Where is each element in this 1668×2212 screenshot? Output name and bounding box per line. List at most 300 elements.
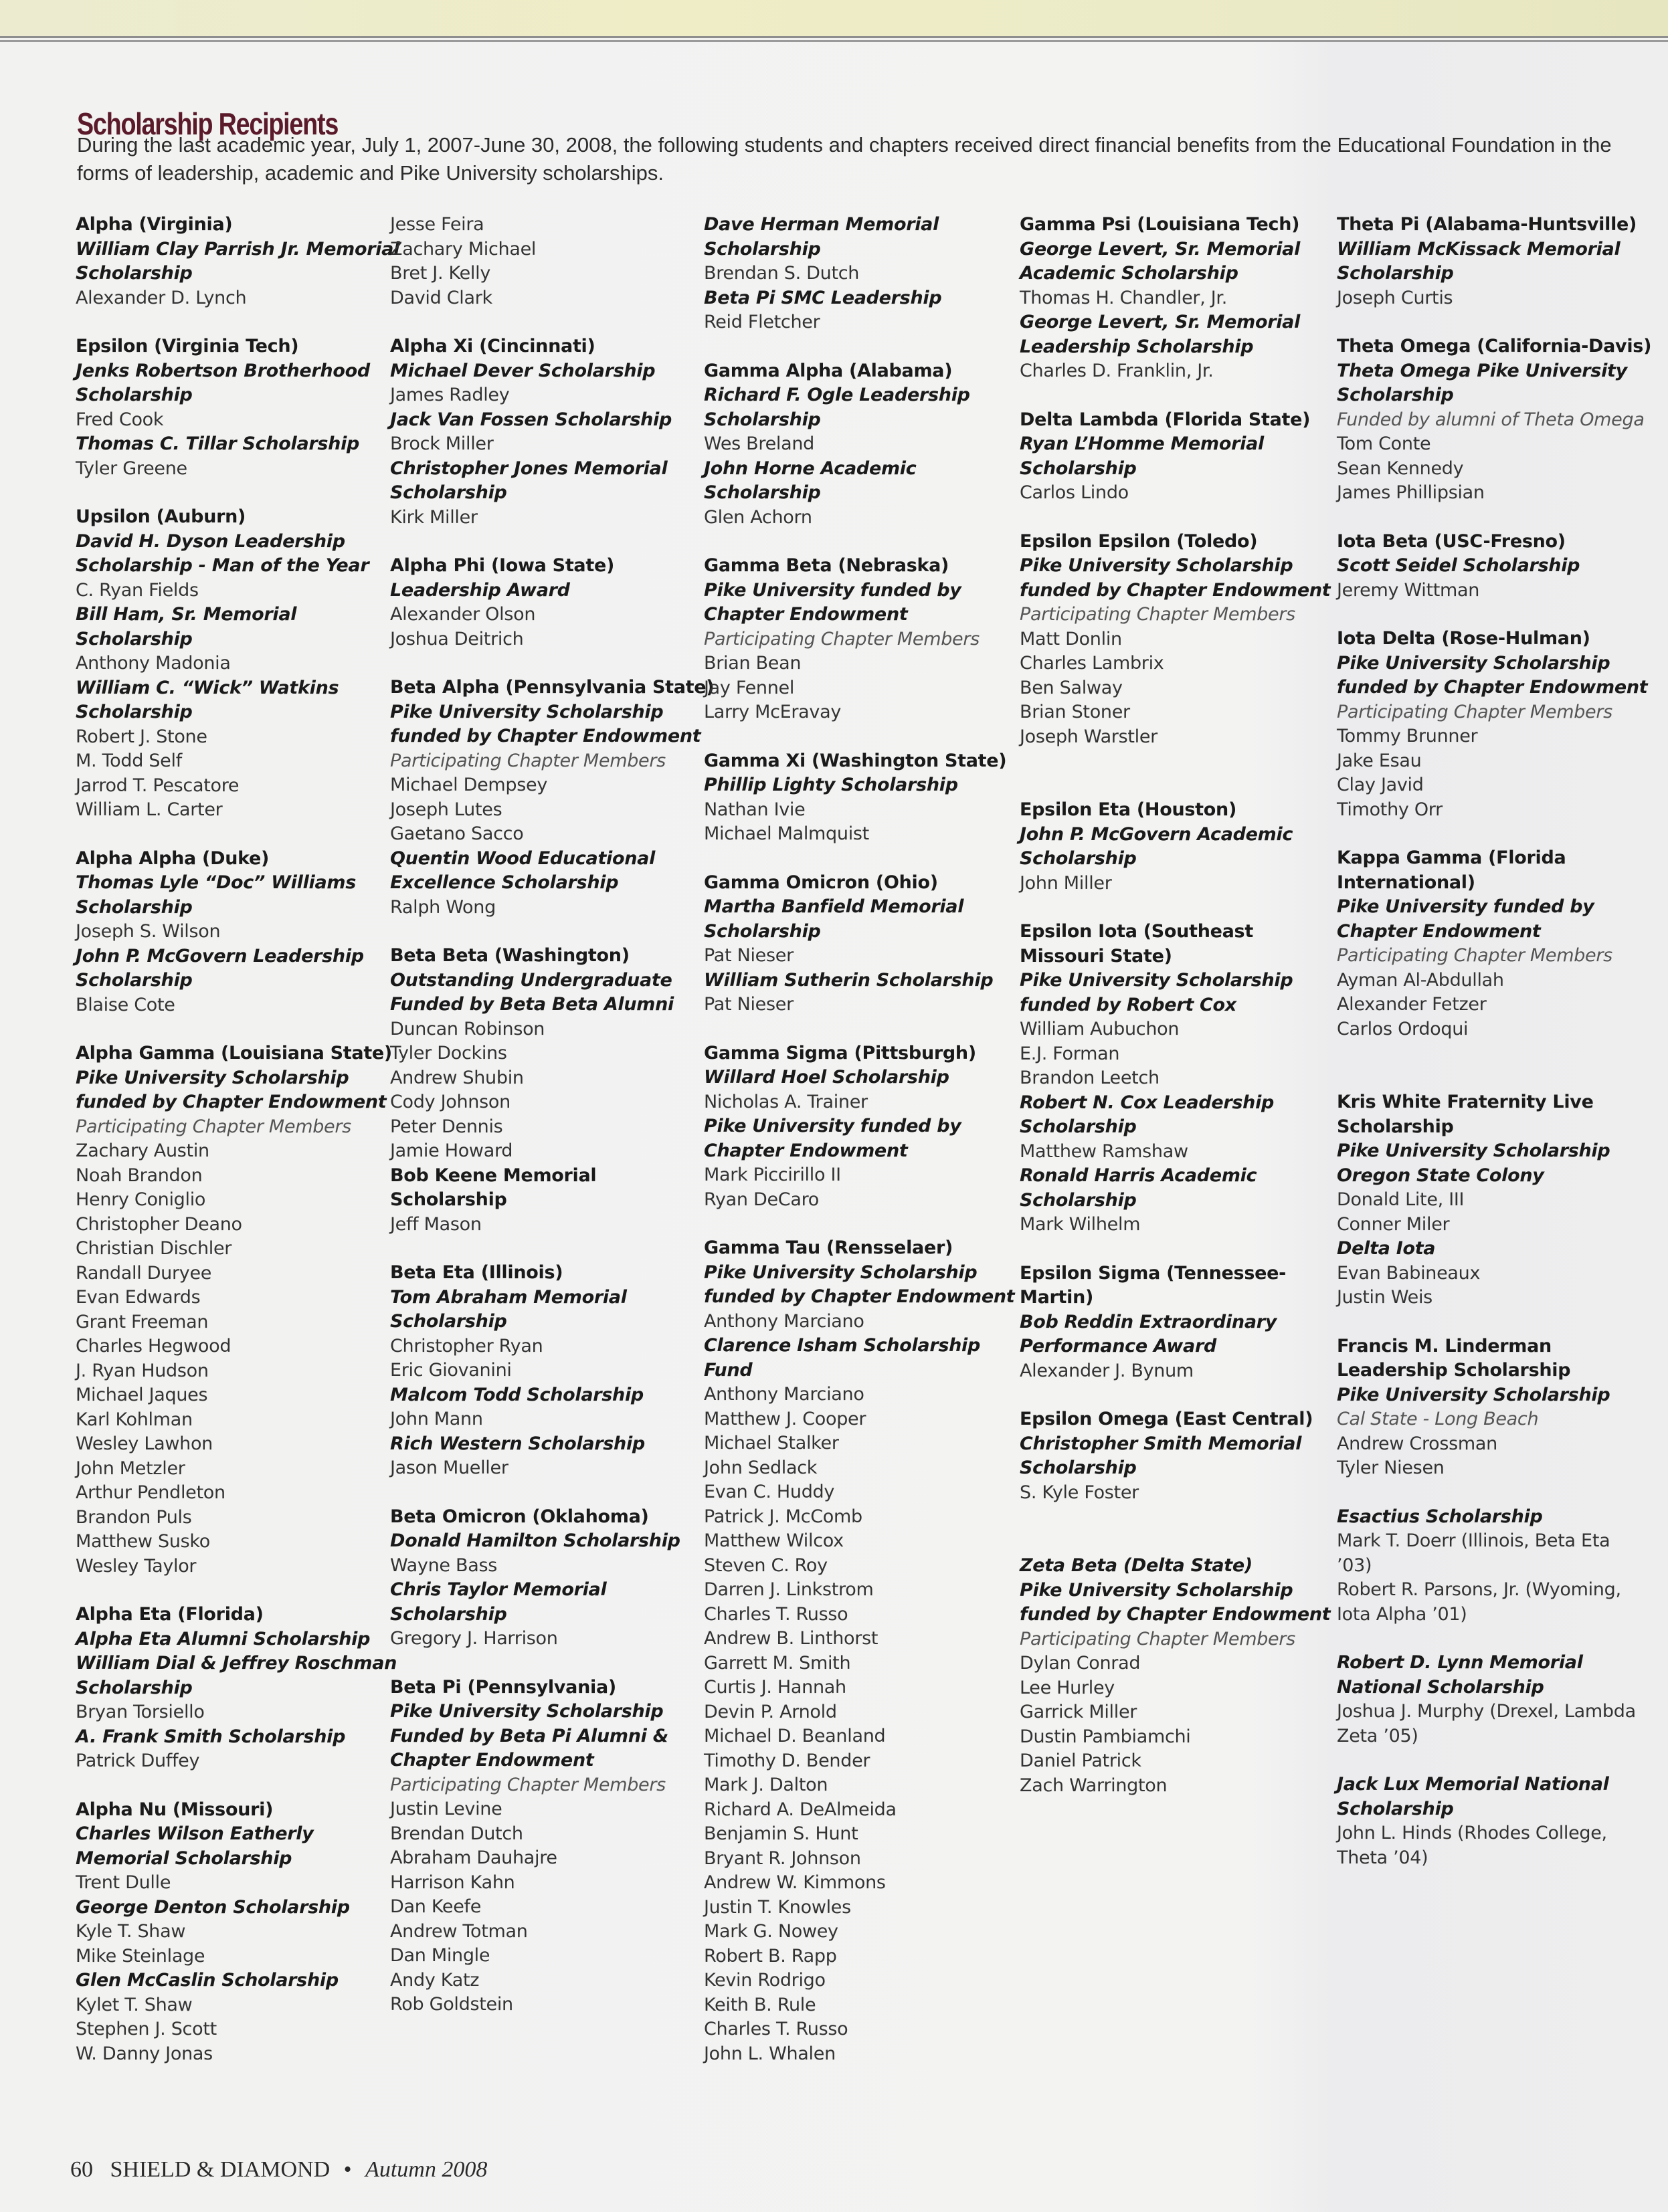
recipient-name: Matt Donlin — [1020, 628, 1122, 649]
recipient-name: Justin Levine — [390, 1799, 502, 1819]
scholarship-name: Delta Iota — [1337, 1238, 1436, 1259]
recipient-name: Anthony Madonia — [76, 653, 231, 674]
recipient-name: John L. Hinds (Rhodes College, — [1337, 1823, 1607, 1843]
page-title: Scholarship Recipients — [77, 106, 339, 141]
recipient-name: Mark Wilhelm — [1020, 1214, 1141, 1235]
scholarship-name: Theta Omega Pike University — [1337, 360, 1627, 381]
recipient-name: Trent Dulle — [76, 1872, 171, 1893]
recipient-name: Zach Warrington — [1020, 1775, 1168, 1796]
scholarship-name: Scholarship — [1020, 848, 1137, 869]
chapter-section — [390, 944, 698, 1237]
chapter-heading: Martin) — [1020, 1287, 1094, 1308]
recipient-name: Jake Esau — [1337, 750, 1422, 771]
recipient-name: Matthew J. Cooper — [704, 1408, 866, 1429]
scholarship-name: Scholarship — [1337, 263, 1454, 284]
chapter-heading: Missouri State) — [1020, 945, 1172, 967]
scholarship-name: Thomas Lyle “Doc” Williams — [76, 872, 357, 893]
recipient-name: Noah Brandon — [76, 1165, 203, 1186]
chapter-heading: Beta Pi (Pennsylvania) — [390, 1676, 616, 1698]
chapter-heading: Upsilon (Auburn) — [76, 506, 246, 527]
scholarship-name: Memorial Scholarship — [76, 1847, 292, 1869]
recipient-name: Michael Dempsey — [390, 775, 547, 795]
scholarship-name: Pike University Scholarship — [1337, 1140, 1610, 1161]
recipient-name: John Sedlack — [704, 1457, 818, 1478]
recipient-name: Zachary Austin — [76, 1140, 209, 1161]
recipient-name: J. Ryan Hudson — [76, 1360, 209, 1381]
scholarship-name: funded by Chapter Endowment — [1337, 677, 1648, 698]
recipient-name: Evan Babineaux — [1337, 1262, 1481, 1284]
scholarship-name: Rich Western Scholarship — [390, 1433, 645, 1454]
page-number: 60 — [70, 2157, 93, 2182]
funding-note: Participating Chapter Members — [390, 1774, 666, 1795]
scholarship-name: Clarence Isham Scholarship — [704, 1335, 981, 1356]
scholarship-name: funded by Chapter Endowment — [390, 726, 701, 746]
scholarship-name: David H. Dyson Leadership — [76, 530, 345, 552]
recipient-name: Brandon Puls — [76, 1506, 192, 1528]
scholarship-name: Scholarship — [390, 1603, 507, 1625]
recipient-name: Michael Stalker — [704, 1433, 839, 1453]
scholarship-name: Pike University Scholarship — [1337, 652, 1610, 674]
recipient-name: Andrew Shubin — [390, 1067, 524, 1088]
recipient-name: Tommy Brunner — [1337, 726, 1478, 746]
chapter-heading: Epsilon (Virginia Tech) — [76, 336, 299, 357]
recipient-name: ’03) — [1337, 1554, 1372, 1576]
scholarship-name: Performance Award — [1020, 1336, 1216, 1356]
recipient-name: Keith B. Rule — [704, 1994, 816, 2015]
recipient-name: Michael Malmquist — [704, 823, 869, 844]
scholarship-name: Alpha Eta Alumni Scholarship — [76, 1628, 371, 1649]
chapter-heading: Delta Lambda (Florida State) — [1020, 409, 1311, 430]
chapter-section — [1020, 1407, 1327, 1505]
chapter-section — [1337, 334, 1658, 506]
recipient-name: Charles T. Russo — [704, 1603, 848, 1625]
scholarship-name: William C. “Wick” Watkins — [76, 677, 339, 698]
recipient-name: Ralph Wong — [390, 896, 496, 918]
chapter-heading: Beta Beta (Washington) — [390, 945, 630, 966]
recipient-name: Joseph Warstler — [1020, 726, 1157, 747]
recipient-name: Wes Breland — [704, 433, 815, 454]
recipient-name: James Phillipsian — [1337, 482, 1485, 503]
recipient-name: Sean Kennedy — [1337, 458, 1464, 479]
recipient-name: Iota Alpha ’01) — [1337, 1603, 1467, 1625]
recipient-name: John Mann — [390, 1409, 483, 1429]
recipient-name: Mark J. Dalton — [704, 1775, 828, 1795]
chapter-section — [1020, 408, 1327, 506]
scholarship-name: funded by Chapter Endowment — [1020, 1604, 1331, 1625]
chapter-section — [1337, 1773, 1658, 1870]
page-footer — [70, 2157, 487, 2183]
recipient-name: Mark G. Nowey — [704, 1921, 838, 1942]
recipient-name: Peter Dennis — [390, 1116, 503, 1137]
recipient-name: Charles D. Franklin, Jr. — [1020, 361, 1214, 381]
scholarship-name: Scholarship - Man of the Year — [76, 555, 369, 576]
chapter-section — [1337, 1505, 1658, 1627]
recipient-name: Mark Piccirillo II — [704, 1165, 841, 1185]
recipient-name: John L. Whalen — [704, 2043, 836, 2064]
chapter-section — [1337, 530, 1658, 603]
recipient-name: Mike Steinlage — [76, 1945, 205, 1967]
scholarship-name: Scholarship — [1020, 1457, 1137, 1478]
recipient-name: Donald Lite, III — [1337, 1189, 1465, 1210]
recipient-name: Blaise Cote — [76, 994, 175, 1015]
scholarship-name: Scholarship — [76, 385, 193, 405]
recipient-name: Kirk Miller — [390, 506, 478, 528]
scholarship-name: A. Frank Smith Scholarship — [76, 1726, 346, 1747]
recipient-name: Joshua Deitrich — [390, 628, 524, 649]
funding-note: Participating Chapter Members — [1337, 701, 1612, 722]
recipient-name: Benjamin S. Hunt — [704, 1823, 858, 1844]
chapter-heading: Beta Omicron (Oklahoma) — [390, 1506, 649, 1527]
recipient-name: Theta ’04) — [1337, 1847, 1428, 1868]
scholarship-name: Pike University Scholarship — [390, 1701, 664, 1722]
recipient-name: Brendan Dutch — [390, 1823, 523, 1844]
scholarship-name: Jack Van Fossen Scholarship — [390, 409, 672, 430]
recipient-name: Brandon Leetch — [1020, 1068, 1160, 1088]
scholarship-name: Scholarship — [704, 409, 821, 430]
recipient-name: Christopher Ryan — [390, 1335, 543, 1356]
scholarship-name: Scholarship — [76, 1677, 193, 1698]
chapter-section — [1337, 627, 1658, 822]
scholarship-name: funded by Robert Cox — [1020, 994, 1236, 1015]
recipient-name: Justin Weis — [1337, 1287, 1432, 1308]
scholarship-name: Scholarship — [76, 702, 193, 722]
recipient-name: Jason Mueller — [390, 1457, 508, 1478]
scholarship-name: Donald Hamilton Scholarship — [390, 1530, 680, 1551]
recipient-name: Grant Freeman — [76, 1311, 209, 1332]
chapter-heading: Gamma Sigma (Pittsburgh) — [704, 1042, 976, 1064]
recipient-name: Justin T. Knowles — [704, 1896, 851, 1918]
chapter-heading: Iota Beta (USC-Fresno) — [1337, 530, 1566, 552]
scholarship-name: funded by Chapter Endowment — [76, 1092, 387, 1112]
page-top-band — [0, 0, 1668, 36]
scholarship-name: Scholarship — [704, 920, 821, 942]
scholarship-name: Chapter Endowment — [704, 1140, 908, 1161]
publication-name: SHIELD & DIAMOND — [110, 2157, 331, 2182]
recipient-name: Ben Salway — [1020, 677, 1123, 698]
scholarship-name: George Denton Scholarship — [76, 1896, 350, 1918]
recipient-name: Cody Johnson — [390, 1092, 511, 1112]
recipient-name: Matthew Susko — [76, 1531, 211, 1552]
chapter-heading: Theta Omega (California-Davis) — [1337, 336, 1652, 357]
scholarship-name: Bill Ham, Sr. Memorial — [76, 604, 297, 625]
recipient-name: Randall Duryee — [76, 1262, 212, 1284]
chapter-heading: Gamma Omicron (Ohio) — [704, 872, 938, 893]
scholarship-name: Scholarship — [1020, 458, 1137, 479]
recipient-name: Matthew Ramshaw — [1020, 1140, 1188, 1162]
scholarship-name: Scholarship — [704, 482, 821, 503]
scholarship-name: Chapter Endowment — [704, 604, 908, 625]
scholarship-name: Beta Pi SMC Leadership — [704, 287, 942, 308]
chapter-heading: Epsilon Omega (East Central) — [1020, 1409, 1313, 1429]
chapter-heading: Gamma Beta (Nebraska) — [704, 555, 949, 576]
recipient-name: Andrew Crossman — [1337, 1433, 1497, 1454]
scholarship-name: Phillip Lighty Scholarship — [704, 775, 958, 795]
recipient-name: Michael Jaques — [76, 1385, 208, 1405]
recipient-name: Andy Katz — [390, 1969, 480, 1991]
recipient-name: Timothy Orr — [1337, 799, 1443, 820]
scholarship-name: Robert N. Cox Leadership — [1020, 1092, 1275, 1113]
chapter-heading: Gamma Tau (Rensselaer) — [704, 1237, 953, 1258]
funding-note: Participating Chapter Members — [1020, 604, 1295, 625]
chapter-section — [1020, 213, 1327, 384]
recipient-name: Larry McEravay — [704, 702, 842, 722]
recipient-name: Zeta ’05) — [1337, 1725, 1418, 1746]
scholarship-name: Willard Hoel Scholarship — [704, 1067, 949, 1088]
recipient-name: Christopher Deano — [76, 1213, 242, 1235]
recipient-name: Wayne Bass — [390, 1554, 498, 1576]
recipient-name: Zachary Michael — [390, 238, 537, 260]
scholarship-name: John Horne Academic — [704, 458, 917, 479]
recipient-name: M. Todd Self — [76, 750, 182, 771]
chapter-heading: Alpha Gamma (Louisiana State) — [76, 1043, 392, 1064]
recipient-name: Dan Mingle — [390, 1945, 490, 1966]
recipient-name: Henry Coniglio — [76, 1189, 206, 1210]
chapter-heading: Alpha Alpha (Duke) — [76, 847, 270, 869]
recipient-name: Charles Hegwood — [76, 1336, 231, 1356]
recipient-name: Pat Nieser — [704, 945, 794, 966]
chapter-section — [1020, 798, 1327, 896]
chapter-heading: International) — [1337, 872, 1475, 893]
chapter-heading: Alpha Nu (Missouri) — [76, 1799, 274, 1820]
chapter-section — [1337, 846, 1658, 1041]
scholarship-name: National Scholarship — [1337, 1676, 1544, 1698]
recipient-name: Brian Stoner — [1020, 702, 1130, 722]
scholarship-name: William Sutherin Scholarship — [704, 969, 994, 991]
chapter-section — [390, 1505, 698, 1651]
scholarship-name: Pike University funded by — [1337, 896, 1594, 917]
scholarship-name: Pike University funded by — [704, 1116, 961, 1136]
recipient-name: Bryan Torsiello — [76, 1702, 205, 1722]
recipient-name: Joseph S. Wilson — [76, 921, 221, 942]
recipient-name: Patrick J. McComb — [704, 1506, 862, 1527]
recipient-name: Ayman Al-Abdullah — [1337, 969, 1504, 991]
recipient-name: Abraham Dauhajre — [390, 1847, 557, 1868]
scholarship-name: William Clay Parrish Jr. Memorial — [76, 238, 400, 260]
scholarship-name: Scholarship — [1020, 1116, 1137, 1137]
recipient-name: Darren J. Linkstrom — [704, 1579, 874, 1600]
recipient-name: Daniel Patrick — [1020, 1750, 1141, 1771]
recipient-name: Jeremy Wittman — [1337, 579, 1480, 601]
recipient-name: Fred Cook — [76, 409, 164, 430]
scholarship-name: Scott Seidel Scholarship — [1337, 555, 1580, 576]
chapter-heading: Iota Delta (Rose-Hulman) — [1337, 628, 1590, 649]
chapter-section — [390, 676, 715, 920]
recipient-name: Eric Giovanini — [390, 1360, 512, 1381]
scholarship-name: Scholarship — [76, 263, 193, 284]
recipient-name: Rob Goldstein — [390, 1994, 513, 2015]
recipient-name: Mark T. Doerr (Illinois, Beta Eta — [1337, 1530, 1610, 1551]
recipient-name: Harrison Kahn — [390, 1872, 515, 1893]
funding-note: Participating Chapter Members — [76, 1116, 351, 1137]
recipient-name: Conner Miler — [1337, 1213, 1450, 1235]
recipient-name: Kyle T. Shaw — [76, 1921, 186, 1942]
recipient-name: W. Danny Jonas — [76, 2043, 213, 2064]
scholarship-name: Jenks Robertson Brotherhood — [76, 360, 370, 381]
chapter-section — [76, 1798, 383, 2067]
chapter-heading: Kappa Gamma (Florida — [1337, 847, 1566, 868]
scholarship-name: Glen McCaslin Scholarship — [76, 1970, 339, 1991]
chapter-heading: Epsilon Eta (Houston) — [1020, 799, 1236, 820]
chapter-section — [390, 1676, 698, 2017]
recipient-name: Michael D. Beanland — [704, 1726, 886, 1746]
chapter-section — [390, 554, 698, 651]
recipient-name: Bret J. Kelly — [390, 263, 490, 284]
scholarship-name: Pike University Scholarship — [1020, 970, 1293, 991]
recipients-column-3 — [704, 213, 1015, 2090]
funding-note: Cal State - Long Beach — [1337, 1409, 1539, 1429]
recipient-name: Kylet T. Shaw — [76, 1994, 193, 2015]
recipient-name: Timothy D. Bender — [704, 1750, 870, 1771]
recipient-name: Jay Fennel — [704, 677, 795, 698]
recipients-column-2 — [390, 213, 715, 2041]
funding-note: Participating Chapter Members — [390, 750, 666, 771]
recipient-name: C. Ryan Fields — [76, 579, 199, 601]
scholarship-name: Esactius Scholarship — [1337, 1506, 1543, 1527]
chapter-heading: Gamma Psi (Louisiana Tech) — [1020, 214, 1300, 235]
recipient-name: Robert B. Rapp — [704, 1945, 837, 1967]
scholarship-name: Funded by Beta Beta Alumni — [390, 994, 674, 1015]
chapter-heading: Alpha Eta (Florida) — [76, 1604, 264, 1625]
scholarship-name: Thomas C. Tillar Scholarship — [76, 433, 360, 454]
chapter-heading: Alpha (Virginia) — [76, 214, 233, 235]
scholarship-name: Chris Taylor Memorial — [390, 1579, 607, 1600]
scholarship-name: Pike University Scholarship — [704, 1262, 978, 1283]
scholarship-name: Funded by Beta Pi Alumni & — [390, 1725, 668, 1746]
scholarship-name: Malcom Todd Scholarship — [390, 1384, 644, 1405]
scholarship-name: Scholarship — [390, 1311, 507, 1332]
recipient-name: Bryant R. Johnson — [704, 1847, 861, 1869]
scholarship-name: Scholarship — [1337, 1798, 1454, 1819]
scholarship-name: Robert D. Lynn Memorial — [1337, 1652, 1583, 1673]
scholarship-name: Martha Banfield Memorial — [704, 896, 964, 917]
recipient-name: Reid Fletcher — [704, 312, 820, 332]
chapter-heading: Francis M. Linderman — [1337, 1335, 1552, 1356]
chapter-section — [704, 554, 1012, 725]
scholarship-name: Richard F. Ogle Leadership — [704, 385, 970, 405]
scholarship-name: Christopher Jones Memorial — [390, 458, 668, 479]
recipient-name: Kevin Rodrigo — [704, 1970, 826, 1991]
scholarship-name: Pike University funded by — [704, 579, 961, 601]
recipient-name: Joseph Curtis — [1337, 287, 1453, 308]
recipient-name: James Radley — [390, 385, 510, 405]
scholarship-name: Tom Abraham Memorial — [390, 1286, 627, 1308]
recipients-column-1 — [76, 213, 400, 2090]
issue-date: Autumn 2008 — [365, 2157, 488, 2182]
scholarship-name: Leadership Award — [390, 579, 570, 601]
chapter-section — [76, 505, 383, 823]
chapter-section — [1020, 1262, 1327, 1384]
recipient-name: Matthew Wilcox — [704, 1530, 844, 1551]
recipient-name: David Clark — [390, 287, 492, 308]
scholarship-name: Ryan L’Homme Memorial — [1020, 433, 1264, 454]
recipient-name: Evan Edwards — [76, 1287, 201, 1308]
recipient-name: Curtis J. Hannah — [704, 1677, 846, 1698]
scholarship-name: Excellence Scholarship — [390, 872, 619, 893]
recipient-name: Jeff Mason — [390, 1213, 482, 1235]
scholarship-name: Scholarship — [76, 970, 193, 991]
recipient-name: Richard A. DeAlmeida — [704, 1799, 897, 1820]
chapter-heading: Gamma Xi (Washington State) — [704, 750, 1007, 771]
chapter-section — [1337, 213, 1658, 310]
intro-paragraph: During the last academic year, July 1, 2007-June 30, 2008, the following students and chapters received direct financial benefits from the Educational Foundation in the forms of leadership, academic and Pike University scholarships. — [77, 133, 1612, 185]
scholarship-name: Bob Reddin Extraordinary — [1020, 1311, 1277, 1332]
recipient-name: Carlos Lindo — [1020, 482, 1129, 503]
chapter-section — [390, 213, 698, 310]
scholarship-name: Michael Dever Scholarship — [390, 360, 656, 381]
recipient-name: Christian Dischler — [76, 1238, 232, 1259]
recipient-name: E.J. Forman — [1020, 1043, 1120, 1064]
scholarship-name: Outstanding Undergraduate — [390, 969, 672, 991]
scholarship-name: Chapter Endowment — [390, 1750, 594, 1771]
recipient-name: William Aubuchon — [1020, 1019, 1180, 1039]
recipient-name: Tyler Dockins — [390, 1043, 507, 1064]
scholarship-name: Pike University Scholarship — [390, 701, 664, 722]
chapter-section — [1020, 530, 1331, 750]
chapter-section — [704, 359, 1012, 530]
chapter-section — [704, 871, 1012, 1017]
scholarship-name: John P. McGovern Leadership — [76, 945, 364, 967]
recipients-column-5 — [1337, 213, 1658, 1894]
chapter-section — [76, 1603, 397, 1774]
footer-separator: • — [343, 2157, 352, 2182]
scholarship-name: William Dial & Jeffrey Roschman — [76, 1653, 397, 1674]
recipient-name: Devin P. Arnold — [704, 1701, 837, 1722]
scholarship-name: Scholarship — [1020, 1189, 1137, 1211]
recipient-name: Glen Achorn — [704, 506, 812, 528]
recipient-name: Alexander Fetzer — [1337, 994, 1487, 1015]
recipient-name: Stephen J. Scott — [76, 2019, 217, 2039]
recipient-name: Steven C. Roy — [704, 1554, 828, 1576]
scholarship-name: Chapter Endowment — [1337, 920, 1541, 942]
recipient-name: Alexander D. Lynch — [76, 287, 247, 308]
recipient-name: Gregory J. Harrison — [390, 1628, 558, 1649]
chapter-section — [704, 749, 1012, 847]
scholarship-name: Pike University Scholarship — [1337, 1384, 1610, 1405]
chapter-section — [704, 213, 1012, 335]
recipient-name: Robert J. Stone — [76, 726, 207, 747]
funding-note: Participating Chapter Members — [1337, 945, 1612, 966]
recipient-name: John Metzler — [76, 1457, 185, 1479]
scholarship-name: Pike University Scholarship — [1020, 555, 1293, 576]
recipient-name: Lee Hurley — [1020, 1677, 1115, 1698]
recipient-name: Karl Kohlman — [76, 1409, 193, 1430]
scholarship-name: John P. McGovern Academic — [1020, 823, 1293, 845]
recipient-name: Alexander J. Bynum — [1020, 1360, 1194, 1381]
scholarship-name: William McKissack Memorial — [1337, 238, 1620, 260]
scholarship-name: Ronald Harris Academic — [1020, 1165, 1257, 1186]
recipient-name: Charles T. Russo — [704, 2019, 848, 2039]
chapter-section — [76, 213, 400, 310]
chapter-section — [1337, 1090, 1658, 1310]
recipient-name: Dylan Conrad — [1020, 1653, 1141, 1674]
recipient-name: Garrett M. Smith — [704, 1652, 851, 1674]
recipient-name: Brock Miller — [390, 433, 494, 454]
scholarship-name: Zeta Beta (Delta State) — [1020, 1555, 1253, 1576]
recipient-name: Andrew B. Linthorst — [704, 1628, 878, 1649]
scholarship-name: George Levert, Sr. Memorial — [1020, 238, 1301, 260]
recipient-name: Joshua J. Murphy (Drexel, Lambda — [1337, 1701, 1636, 1722]
recipient-name: Wesley Taylor — [76, 1555, 197, 1577]
scholarship-name: Scholarship — [76, 896, 193, 918]
scholarship-name: Christopher Smith Memorial — [1020, 1433, 1302, 1454]
recipient-name: Nicholas A. Trainer — [704, 1091, 868, 1112]
scholarship-name: Scholarship — [390, 482, 507, 503]
recipients-column-4 — [1020, 213, 1331, 1822]
recipient-name: Jesse Feira — [390, 214, 484, 235]
scholarship-name: Pike University Scholarship — [1020, 1579, 1293, 1601]
chapter-heading: Gamma Alpha (Alabama) — [704, 360, 953, 381]
chapter-heading: Theta Pi (Alabama-Huntsville) — [1337, 214, 1637, 235]
